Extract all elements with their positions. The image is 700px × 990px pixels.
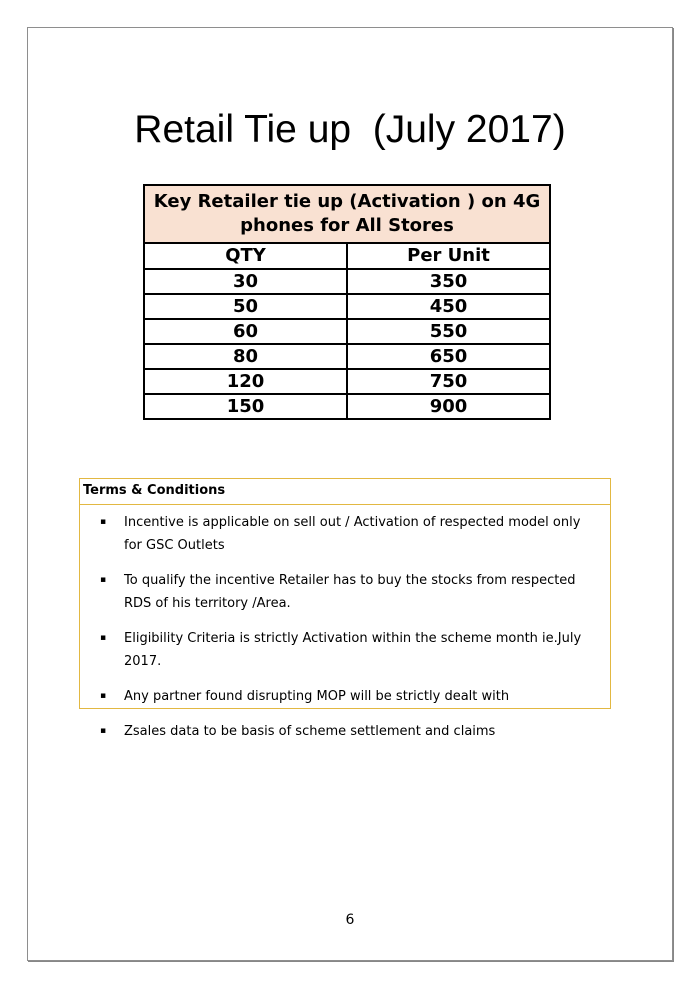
page-title: Retail Tie up (July 2017) (134, 108, 566, 151)
qty-cell: 50 (144, 294, 347, 319)
per-unit-cell: 750 (347, 369, 550, 394)
qty-cell: 150 (144, 394, 347, 419)
terms-and-conditions-box (79, 504, 611, 739)
term-text: Incentive is applicable on sell out / Activation of respected model only for GSC Outlets (124, 515, 581, 553)
bullet-icon: ▪ (100, 633, 107, 643)
qty-cell: 120 (144, 369, 347, 394)
table-row (144, 344, 550, 369)
term-text: Zsales data to be basis of scheme settlement and claims (124, 724, 496, 739)
qty-cell: 60 (144, 319, 347, 344)
bullet-icon: ▪ (100, 691, 107, 701)
bullet-icon: ▪ (100, 726, 107, 736)
qty-cell: 80 (144, 344, 347, 369)
list-item (80, 511, 606, 557)
pricing-table (143, 184, 551, 420)
table-header-row (144, 243, 550, 269)
page-number: 6 (345, 912, 355, 928)
slide-page (27, 27, 673, 961)
table-row (144, 394, 550, 419)
table-row (144, 369, 550, 394)
bullet-icon: ▪ (100, 575, 107, 585)
list-item (80, 627, 606, 673)
table-row (144, 319, 550, 344)
terms-list (80, 511, 606, 743)
term-text: To qualify the incentive Retailer has to buy the stocks from respected RDS of his territory /Area. (124, 573, 576, 611)
per-unit-cell: 650 (347, 344, 550, 369)
table-title-cell: Key Retailer tie up (Activation ) on 4G phones for All Stores (144, 185, 550, 243)
per-unit-cell: 550 (347, 319, 550, 344)
per-unit-cell: 450 (347, 294, 550, 319)
term-text: Eligibility Criteria is strictly Activation within the scheme month ie.July 2017. (124, 631, 582, 669)
per-unit-cell: 350 (347, 269, 550, 294)
terms-and-conditions-heading: Terms & Conditions (79, 478, 611, 505)
qty-cell: 30 (144, 269, 347, 294)
table-row (144, 294, 550, 319)
table-row (144, 269, 550, 294)
column-header-per-unit: Per Unit (347, 243, 550, 269)
term-text: Any partner found disrupting MOP will be strictly dealt with (124, 689, 510, 704)
list-item (80, 685, 606, 708)
list-item (80, 720, 606, 743)
list-item (80, 569, 606, 615)
table-title-row (144, 185, 550, 243)
per-unit-cell: 900 (347, 394, 550, 419)
column-header-qty: QTY (144, 243, 347, 269)
bullet-icon: ▪ (100, 517, 107, 527)
